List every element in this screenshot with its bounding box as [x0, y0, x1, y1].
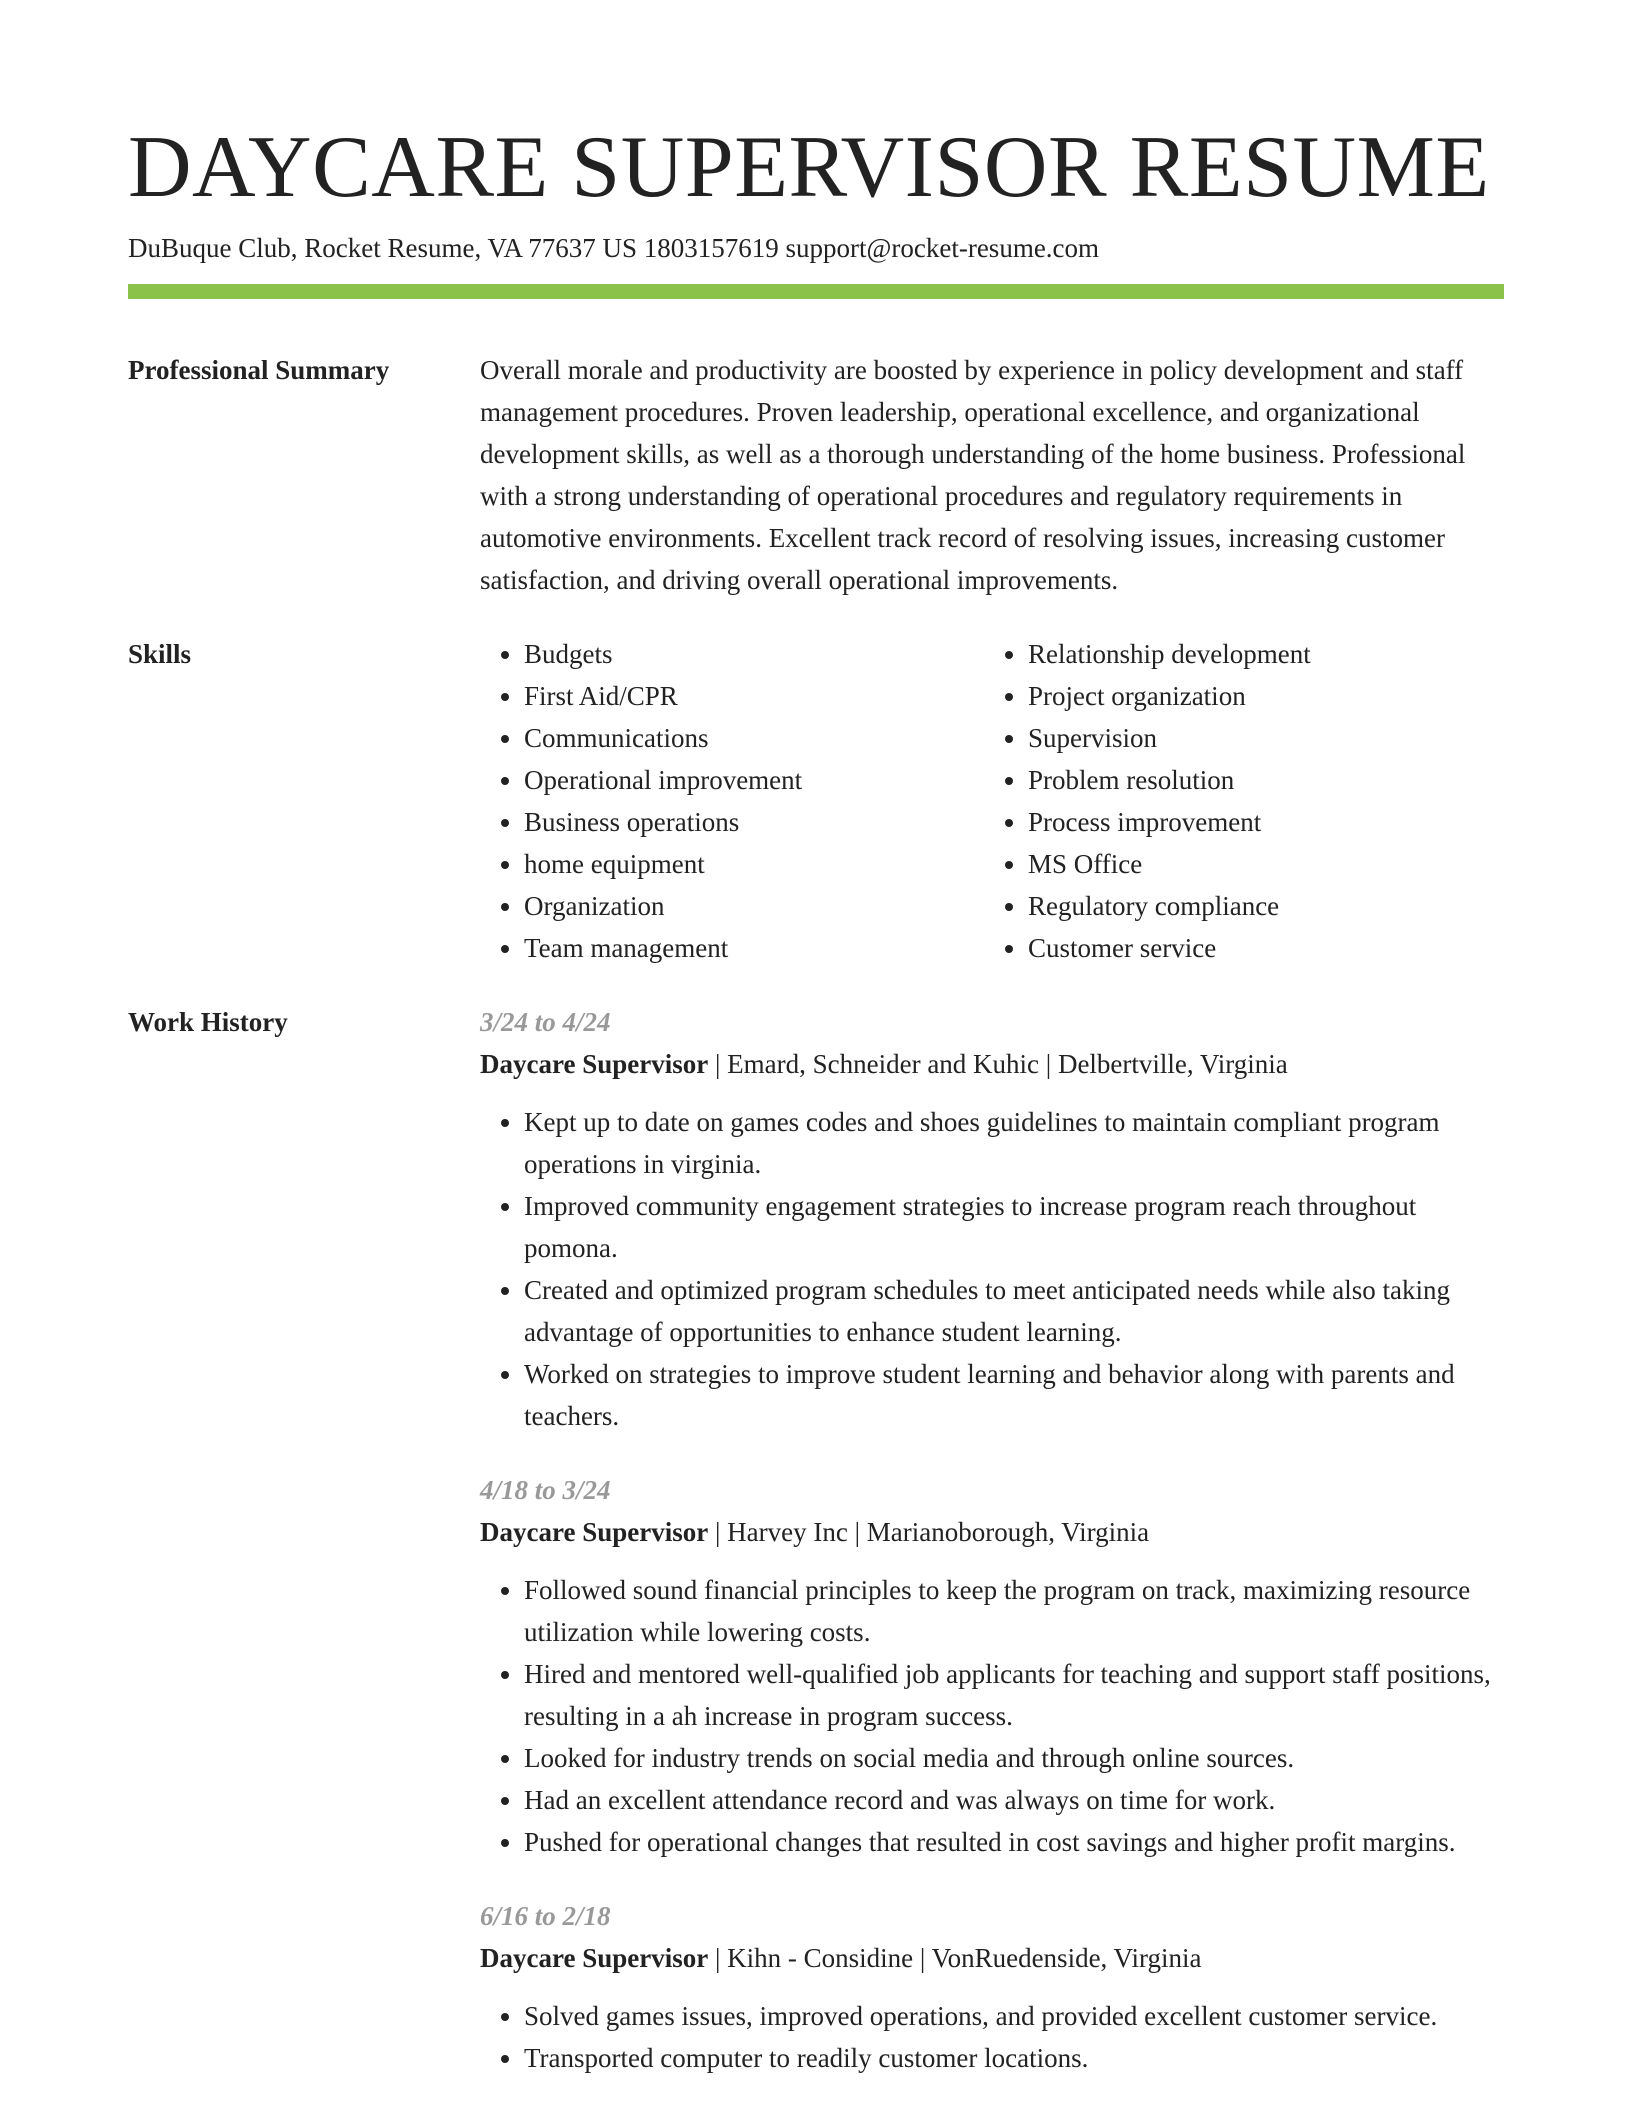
- work-history-heading: Work History: [128, 1007, 288, 1037]
- skill-item: • home equipment: [524, 843, 984, 885]
- job-separator: |: [913, 1943, 932, 1973]
- job-dates: 3/24 to 4/24: [480, 1007, 611, 1037]
- job-company: Harvey Inc: [727, 1517, 848, 1547]
- job-entry: [480, 1001, 1504, 1437]
- job-bullet-list: [480, 1995, 1504, 2079]
- job-title: Daycare Supervisor: [480, 1943, 709, 1973]
- skill-item: • Regulatory compliance: [1028, 885, 1488, 927]
- job-company: Emard, Schneider and Kuhic: [727, 1049, 1040, 1079]
- job-location: VonRuedenside, Virginia: [931, 1943, 1202, 1973]
- skills-body: [480, 633, 1504, 969]
- job-header-line: [480, 1043, 1504, 1085]
- skills-columns: [480, 633, 1504, 969]
- job-location: Delbertville, Virginia: [1057, 1049, 1288, 1079]
- summary-body: [480, 349, 1504, 601]
- job-bullet: • Hired and mentored well-qualified job applicants for teaching and support staff positions, resulting in a ah increase in program success.: [524, 1653, 1504, 1737]
- job-bullet: • Pushed for operational changes that resulted in cost savings and higher profit margins.: [524, 1821, 1504, 1863]
- job-bullet: • Improved community engagement strategies to increase program reach throughout pomona.: [524, 1185, 1504, 1269]
- resume-title: DAYCARE SUPERVISOR RESUME: [128, 119, 1490, 216]
- skill-item: • Business operations: [524, 801, 984, 843]
- job-bullet: • Kept up to date on games codes and shoes guidelines to maintain compliant program operations in virginia.: [524, 1101, 1504, 1185]
- job-bullet-list: [480, 1569, 1504, 1863]
- job-header-line: [480, 1937, 1504, 1979]
- skill-item: • Supervision: [1028, 717, 1488, 759]
- skill-item: • MS Office: [1028, 843, 1488, 885]
- job-location: Marianoborough, Virginia: [866, 1517, 1150, 1547]
- job-dates: 4/18 to 3/24: [480, 1475, 611, 1505]
- job-bullet: • Solved games issues, improved operations, and provided excellent customer service.: [524, 1995, 1504, 2037]
- skill-item: • Operational improvement: [524, 759, 984, 801]
- skills-list-right: [984, 633, 1488, 969]
- job-separator: |: [708, 1049, 728, 1079]
- header-divider: [128, 284, 1504, 299]
- skill-item: • Customer service: [1028, 927, 1488, 969]
- job-entry: [480, 1469, 1504, 1863]
- job-bullet: • Worked on strategies to improve student learning and behavior along with parents and teachers.: [524, 1353, 1504, 1437]
- job-bullet: • Looked for industry trends on social media and through online sources.: [524, 1737, 1504, 1779]
- skill-item: • Problem resolution: [1028, 759, 1488, 801]
- contact-line: DuBuque Club, Rocket Resume, VA 77637 US 1803157619 support@rocket-resume.com: [128, 233, 1100, 263]
- job-bullet: • Created and optimized program schedules to meet anticipated needs while also taking advantage of opportunities to enhance student learning.: [524, 1269, 1504, 1353]
- job-company: Kihn - Considine: [727, 1943, 914, 1973]
- skills-heading: Skills: [128, 639, 192, 669]
- skills-section: [128, 633, 1504, 969]
- skill-item: • Organization: [524, 885, 984, 927]
- job-bullet: • Followed sound financial principles to keep the program on track, maximizing resource utilization while lowering costs.: [524, 1569, 1504, 1653]
- job-dates: 6/16 to 2/18: [480, 1901, 611, 1931]
- summary-heading: Professional Summary: [128, 355, 390, 385]
- job-entry: [480, 1895, 1504, 2079]
- job-bullet: • Transported computer to readily customer locations.: [524, 2037, 1504, 2079]
- job-title: Daycare Supervisor: [480, 1049, 709, 1079]
- skill-item: • Relationship development: [1028, 633, 1488, 675]
- skill-item: • First Aid/CPR: [524, 675, 984, 717]
- job-separator: |: [847, 1517, 867, 1547]
- work-history-section: [128, 1001, 1504, 2111]
- resume-page: [128, 0, 1504, 2111]
- job-header-line: [480, 1511, 1504, 1553]
- skill-item: • Budgets: [524, 633, 984, 675]
- job-bullet: • Had an excellent attendance record and was always on time for work.: [524, 1779, 1504, 1821]
- job-separator: |: [708, 1517, 728, 1547]
- job-bullet-list: [480, 1101, 1504, 1437]
- skill-item: • Communications: [524, 717, 984, 759]
- skill-item: • Project organization: [1028, 675, 1488, 717]
- summary-section: [128, 349, 1504, 601]
- work-history-body: [480, 1001, 1504, 2111]
- job-title: Daycare Supervisor: [480, 1517, 709, 1547]
- skill-item: • Process improvement: [1028, 801, 1488, 843]
- summary-text: Overall morale and productivity are boosted by experience in policy development and staff management procedures. Proven leadership, operational excellence, and organizational development skills, as well as a thorough understanding of the home business. Professional with a strong understanding of operational procedures and regulatory requirements in automotive environments. Excellent track record of resolving issues, increasing customer satisfaction, and driving overall operational improvements.: [480, 355, 1466, 595]
- job-separator: |: [708, 1943, 728, 1973]
- skills-list-left: [480, 633, 984, 969]
- skill-item: • Team management: [524, 927, 984, 969]
- job-separator: |: [1039, 1049, 1058, 1079]
